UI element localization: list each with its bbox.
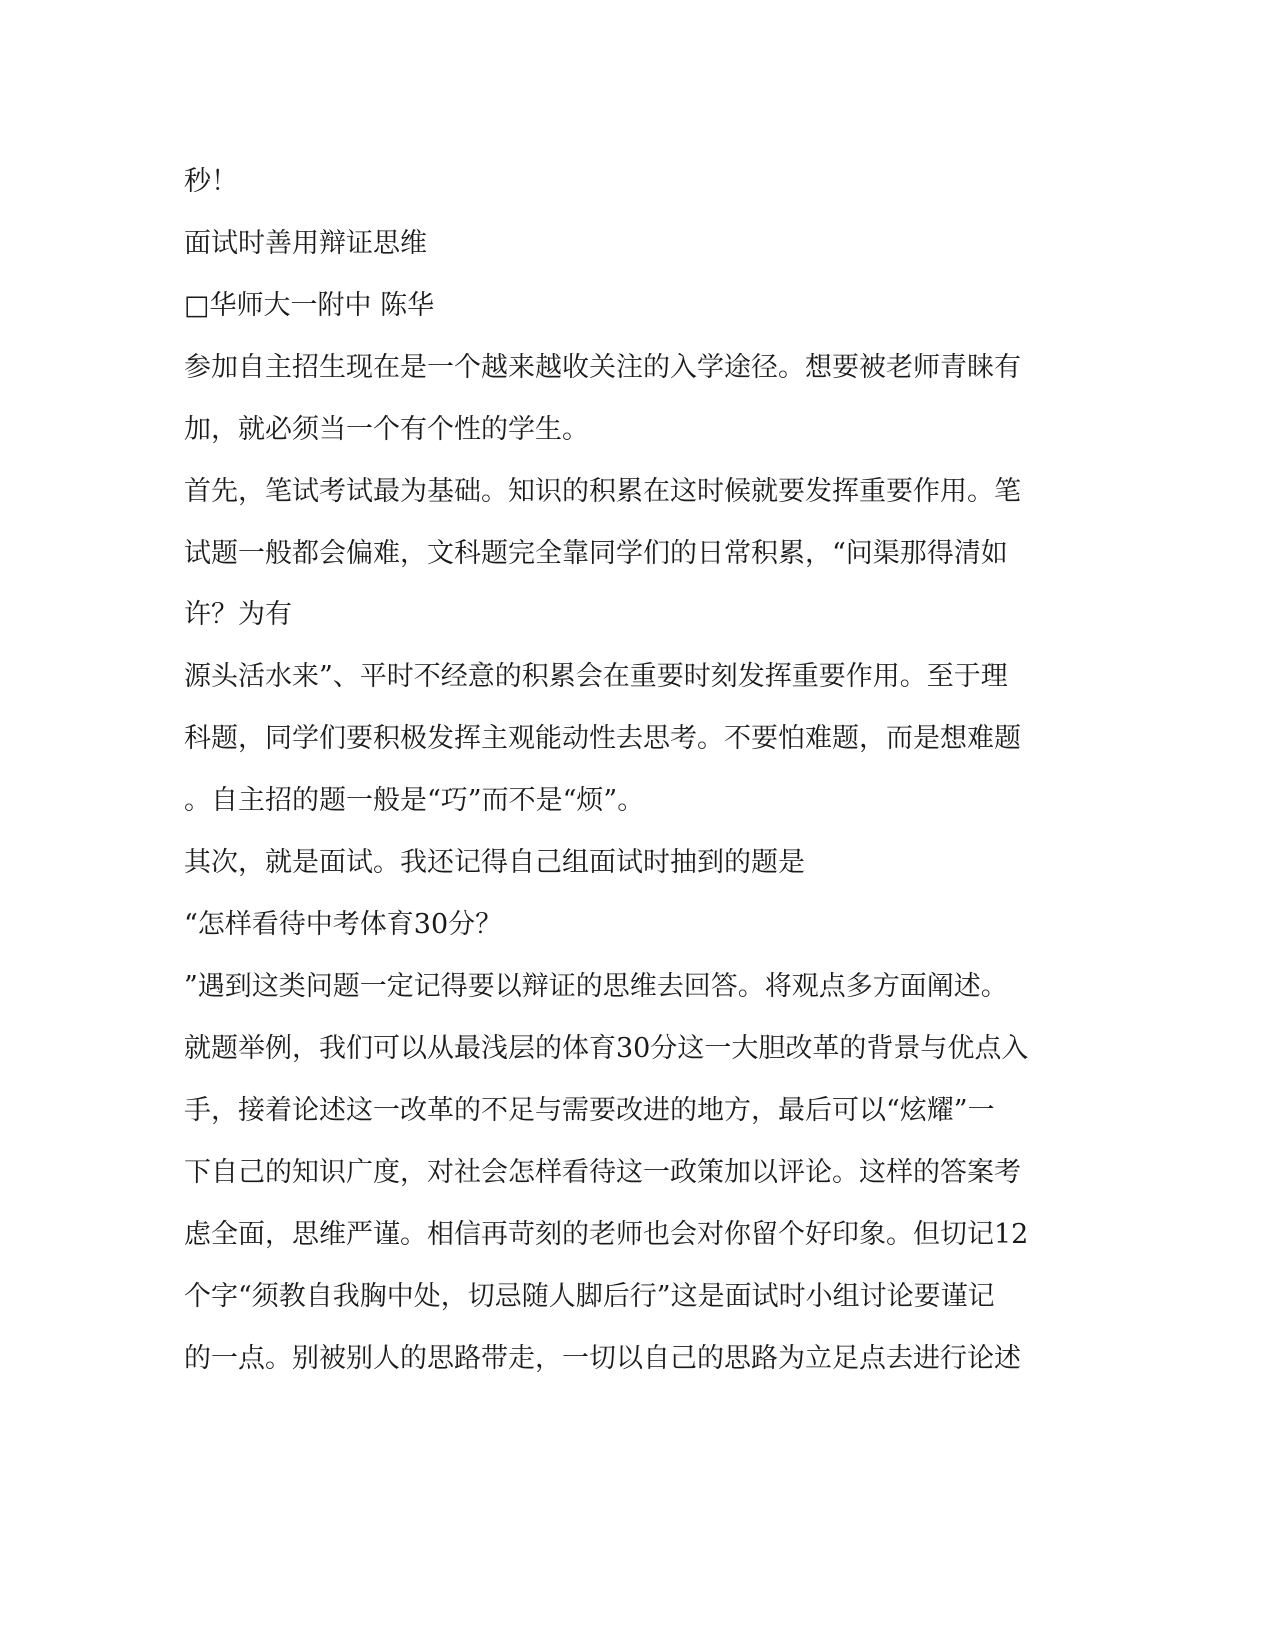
text-line: 虑全面，思维严谨。相信再苛刻的老师也会对你留个好印象。但切记12	[184, 1219, 1029, 1250]
text-line: 首先，笔试考试最为基础。知识的积累在这时候就要发挥重要作用。笔	[184, 476, 1021, 507]
text-line: 许？为有	[184, 599, 292, 630]
text-line: 其次，就是面试。我还记得自己组面试时抽到的题是	[184, 847, 805, 878]
text-line: 手，接着论述这一改革的不足与需要改进的地方，最后可以“炫耀”一	[184, 1095, 995, 1126]
text-line: 。自主招的题一般是“巧”而不是“烦”。	[184, 785, 645, 816]
author-byline: □华师大一附中 陈华	[184, 290, 435, 321]
text-line: 加，就必须当一个有个性的学生。	[184, 414, 589, 445]
article-title: 面试时善用辩证思维	[184, 228, 427, 259]
text-line: 的一点。别被别人的思路带走，一切以自己的思路为立足点去进行论述	[184, 1343, 1021, 1374]
text-line: 源头活水来”、平时不经意的积累会在重要时刻发挥重要作用。至于理	[184, 661, 1008, 692]
text-line: 试题一般都会偏难，文科题完全靠同学们的日常积累，“问渠那得清如	[184, 538, 1008, 569]
text-line: 科题，同学们要积极发挥主观能动性去思考。不要怕难题，而是想难题	[184, 723, 1021, 754]
text-line: 就题举例，我们可以从最浅层的体育30分这一大胆改革的背景与优点入	[184, 1033, 1029, 1064]
text-line: ”遇到这类问题一定记得要以辩证的思维去回答。将观点多方面阐述。	[184, 971, 1008, 1002]
text-line: “怎样看待中考体育30分？	[184, 909, 503, 940]
text-line: 参加自主招生现在是一个越来越收关注的入学途径。想要被老师青睐有	[184, 352, 1021, 383]
text-line: 下自己的知识广度，对社会怎样看待这一政策加以评论。这样的答案考	[184, 1157, 1021, 1188]
text-line: 个字“须教自我胸中处，切忌随人脚后行”这是面试时小组讨论要谨记	[184, 1281, 995, 1312]
text-line: 秒！	[184, 166, 238, 197]
